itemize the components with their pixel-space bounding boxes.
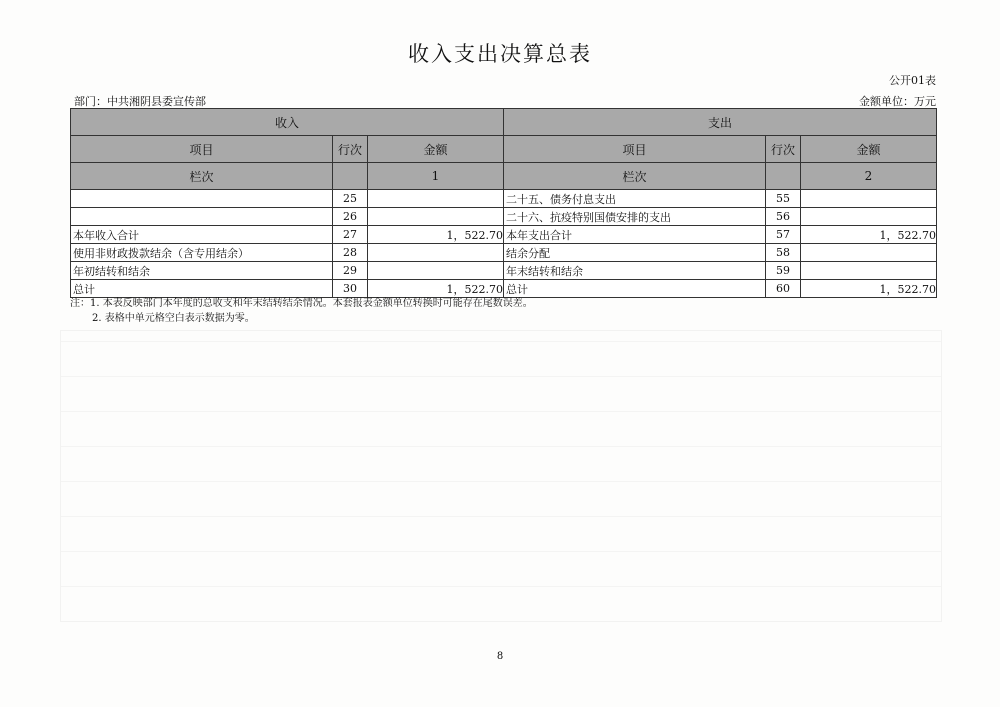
table-row [71,262,937,280]
income-row-no-cell: 26 [333,208,368,226]
table-row [71,190,937,208]
expense-amount-cell [801,190,937,208]
index-income-row-no [333,163,368,190]
expense-item-cell: 结余分配 [504,244,766,262]
expense-amount-cell: 1，522.70 [801,280,937,298]
table-row [71,244,937,262]
expense-item-cell: 年末结转和结余 [504,262,766,280]
income-item-cell: 总计 [71,280,333,298]
expense-row-no-cell: 55 [766,190,801,208]
col-header-income-amount: 金额 [368,136,504,163]
index-expense-row-no [766,163,801,190]
income-amount-cell [368,190,504,208]
col-header-expense-amount: 金额 [801,136,937,163]
expense-group-header: 支出 [504,109,937,136]
income-row-no-cell: 29 [333,262,368,280]
column-header-row [71,136,937,163]
expense-row-no-cell: 57 [766,226,801,244]
index-expense-item: 栏次 [504,163,766,190]
income-amount-cell [368,262,504,280]
income-row-no-cell: 30 [333,280,368,298]
income-row-no-cell: 25 [333,190,368,208]
income-group-header: 收入 [71,109,504,136]
expense-item-cell: 二十五、债务付息支出 [504,190,766,208]
group-header-row [71,109,937,136]
table-row [71,208,937,226]
table-row [71,280,937,298]
index-expense-amount: 2 [801,163,937,190]
income-row-no-cell: 27 [333,226,368,244]
page-number: 8 [496,651,504,662]
page-title: 收入支出决算总表 [408,42,592,66]
income-amount-cell [368,244,504,262]
income-amount-cell: 1，522.70 [368,226,504,244]
income-item-cell [71,208,333,226]
col-header-income-row-no: 行次 [333,136,368,163]
income-item-cell: 使用非财政拨款结余（含专用结余） [71,244,333,262]
expense-item-cell: 总计 [504,280,766,298]
expense-amount-cell [801,262,937,280]
income-item-cell [71,190,333,208]
expense-amount-cell: 1，522.70 [801,226,937,244]
expense-row-no-cell: 59 [766,262,801,280]
table-notes [70,296,533,326]
expense-item-cell: 本年支出合计 [504,226,766,244]
expense-row-no-cell: 60 [766,280,801,298]
form-number: 公开01表 [889,74,936,87]
amount-unit-label: 金额单位：万元 [859,95,936,108]
table-row [71,226,937,244]
expense-row-no-cell: 58 [766,244,801,262]
department-label: 部门：中共湘阴县委宣传部 [74,95,206,108]
expense-item-cell: 二十六、抗疫特别国债安排的支出 [504,208,766,226]
income-amount-cell [368,208,504,226]
income-item-cell: 本年收入合计 [71,226,333,244]
note-line-2: 2. 表格中单元格空白表示数据为零。 [92,313,255,324]
income-expense-table [70,108,937,298]
column-index-row [71,163,937,190]
expense-amount-cell [801,244,937,262]
income-amount-cell: 1，522.70 [368,280,504,298]
index-income-item: 栏次 [71,163,333,190]
col-header-income-item: 项目 [71,136,333,163]
expense-row-no-cell: 56 [766,208,801,226]
note-line-1: 注：1. 本表反映部门本年度的总收支和年末结转结余情况。本套报表金额单位转换时可能存在尾数误差。 [70,298,533,309]
bleed-through-shadow [60,330,942,622]
expense-amount-cell [801,208,937,226]
income-row-no-cell: 28 [333,244,368,262]
index-income-amount: 1 [368,163,504,190]
col-header-expense-item: 项目 [504,136,766,163]
income-item-cell: 年初结转和结余 [71,262,333,280]
col-header-expense-row-no: 行次 [766,136,801,163]
